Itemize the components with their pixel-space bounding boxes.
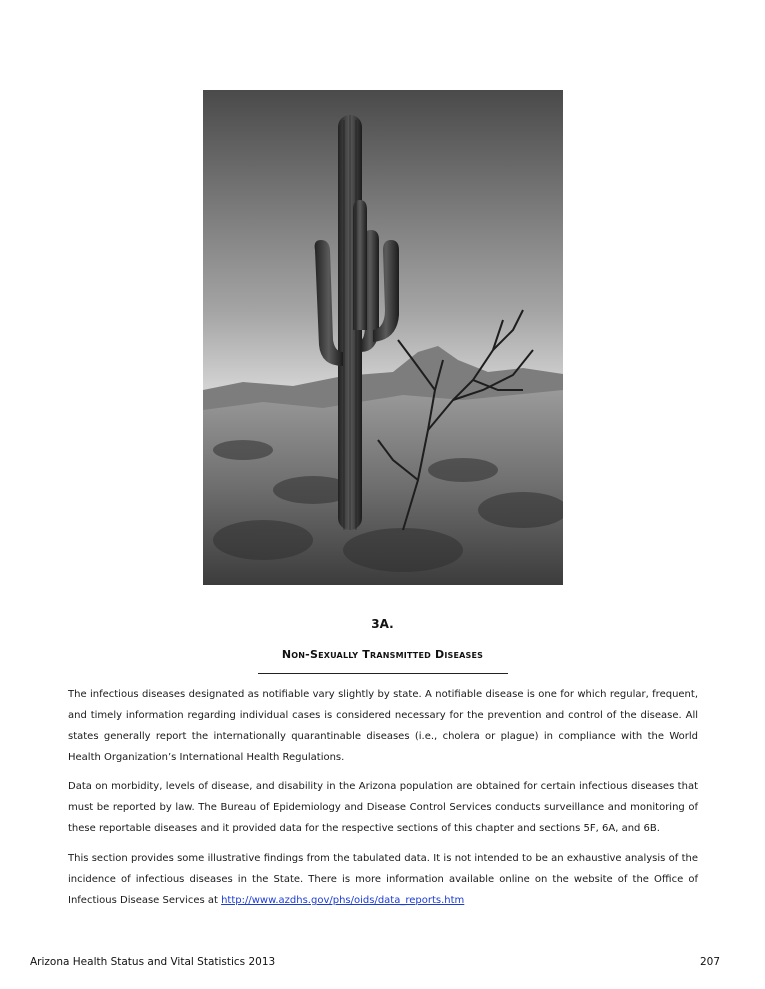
section-title: Non-Sexually Transmitted Diseases bbox=[281, 648, 484, 661]
paragraph-notifiable-diseases: The infectious diseases designated as notifiable vary slightly by state. A notifiable disease is one for which regular, frequent, and timely information regarding individual cases is considered necessary for the prevention and control of the disease. All states generally report the internationally quarantinable diseases (i.e., cholera or plague) in compliance with the World Health Organization’s International Health Regulations. bbox=[68, 689, 698, 763]
paragraph-text: This section provides some illustrative findings from the tabulated data. It is not intended to be an exhaustive analysis of the incidence of infectious diseases in the State. There is more information available online on the website of the Office of Infectious Disease Services at bbox=[68, 853, 698, 906]
paragraph-illustrative-findings bbox=[68, 848, 698, 911]
footer-page-number: 207 bbox=[699, 956, 720, 968]
footer-publication-title: Arizona Health Status and Vital Statistics 2013 bbox=[30, 956, 276, 968]
saguaro-cactus-photo bbox=[203, 90, 563, 585]
oids-data-reports-link[interactable]: http://www.azdhs.gov/phs/oids/data_reports.htm bbox=[221, 895, 465, 906]
title-underline-divider bbox=[258, 673, 508, 674]
paragraph-morbidity-data: Data on morbidity, levels of disease, and disability in the Arizona population are obtained for certain infectious diseases that must be reported by law. The Bureau of Epidemiology and Disease Control Services conducts surveillance and monitoring of these reportable diseases and it provided data for the respective sections of this chapter and sections 5F, 6A, and 6B. bbox=[68, 781, 698, 834]
section-number: 3A. bbox=[371, 617, 394, 631]
